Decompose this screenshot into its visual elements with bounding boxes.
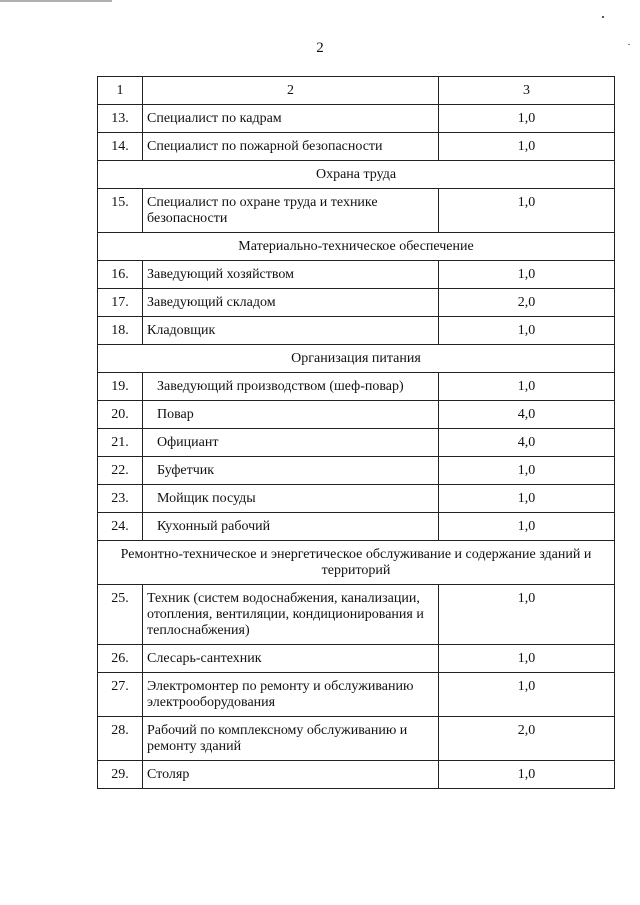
staff-quantity: 1,0 [439, 761, 615, 789]
staff-quantity: 1,0 [439, 485, 615, 513]
row-number: 16. [98, 261, 143, 289]
row-number: 24. [98, 513, 143, 541]
position-name: Кладовщик [143, 317, 439, 345]
staff-quantity: 1,0 [439, 133, 615, 161]
position-name: Электромонтер по ремонту и обслуживанию электрооборудования [143, 673, 439, 717]
position-name: Кухонный рабочий [143, 513, 439, 541]
staff-quantity: 4,0 [439, 401, 615, 429]
position-name: Столяр [143, 761, 439, 789]
table-row [98, 317, 615, 345]
position-name: Рабочий по комплексному обслуживанию и ремонту зданий [143, 717, 439, 761]
table-row [98, 373, 615, 401]
row-number: 15. [98, 189, 143, 233]
staff-quantity: 1,0 [439, 585, 615, 645]
position-name: Мойщик посуды [143, 485, 439, 513]
table-row [98, 261, 615, 289]
table-row [98, 429, 615, 457]
position-name: Повар [143, 401, 439, 429]
row-number: 27. [98, 673, 143, 717]
table-row [98, 133, 615, 161]
row-number: 26. [98, 645, 143, 673]
row-number: 20. [98, 401, 143, 429]
staff-table-body [98, 77, 615, 789]
table-row [98, 401, 615, 429]
staff-quantity: 1,0 [439, 189, 615, 233]
table-row [98, 513, 615, 541]
column-header-position: 2 [143, 77, 439, 105]
row-number: 21. [98, 429, 143, 457]
position-name: Специалист по пожарной безопасности [143, 133, 439, 161]
staff-quantity: 1,0 [439, 645, 615, 673]
row-number: 14. [98, 133, 143, 161]
scan-edge-mark [0, 0, 112, 2]
position-name: Заведующий производством (шеф-повар) [143, 373, 439, 401]
section-title: Материально-техническое обеспечение [98, 233, 615, 261]
position-name: Заведующий хозяйством [143, 261, 439, 289]
position-name: Буфетчик [143, 457, 439, 485]
row-number: 13. [98, 105, 143, 133]
table-row [98, 457, 615, 485]
section-header-row [98, 345, 615, 373]
row-number: 23. [98, 485, 143, 513]
table-row [98, 105, 615, 133]
row-number: 29. [98, 761, 143, 789]
position-name: Слесарь-сантехник [143, 645, 439, 673]
table-header-row [98, 77, 615, 105]
section-header-row [98, 233, 615, 261]
section-title: Охрана труда [98, 161, 615, 189]
column-header-quantity: 3 [439, 77, 615, 105]
staff-quantity: 1,0 [439, 513, 615, 541]
staff-quantity: 1,0 [439, 261, 615, 289]
row-number: 28. [98, 717, 143, 761]
scan-speck [602, 16, 604, 18]
row-number: 25. [98, 585, 143, 645]
section-title: Организация питания [98, 345, 615, 373]
table-row [98, 585, 615, 645]
section-header-row [98, 161, 615, 189]
section-title: Ремонтно-техническое и энергетическое обслуживание и содержание зданий и территорий [98, 541, 615, 585]
table-row [98, 761, 615, 789]
staff-quantity: 1,0 [439, 105, 615, 133]
position-name: Специалист по охране труда и технике безопасности [143, 189, 439, 233]
table-row [98, 645, 615, 673]
staff-quantity: 1,0 [439, 317, 615, 345]
section-header-row [98, 541, 615, 585]
staff-quantity: 2,0 [439, 717, 615, 761]
staff-quantity: 4,0 [439, 429, 615, 457]
row-number: 18. [98, 317, 143, 345]
row-number: 17. [98, 289, 143, 317]
table-row [98, 717, 615, 761]
staff-quantity: 1,0 [439, 373, 615, 401]
position-name: Специалист по кадрам [143, 105, 439, 133]
position-name: Техник (систем водоснабжения, канализации, отопления, вентиляции, кондиционирования и теплоснабжения) [143, 585, 439, 645]
table-row [98, 189, 615, 233]
column-header-number: 1 [98, 77, 143, 105]
staff-quantity: 2,0 [439, 289, 615, 317]
row-number: 19. [98, 373, 143, 401]
position-name: Официант [143, 429, 439, 457]
position-name: Заведующий складом [143, 289, 439, 317]
staff-quantity: 1,0 [439, 673, 615, 717]
row-number: 22. [98, 457, 143, 485]
table-row [98, 485, 615, 513]
page-number: 2 [316, 40, 324, 56]
table-row [98, 289, 615, 317]
table-row [98, 673, 615, 717]
staff-table [97, 76, 615, 789]
staff-quantity: 1,0 [439, 457, 615, 485]
